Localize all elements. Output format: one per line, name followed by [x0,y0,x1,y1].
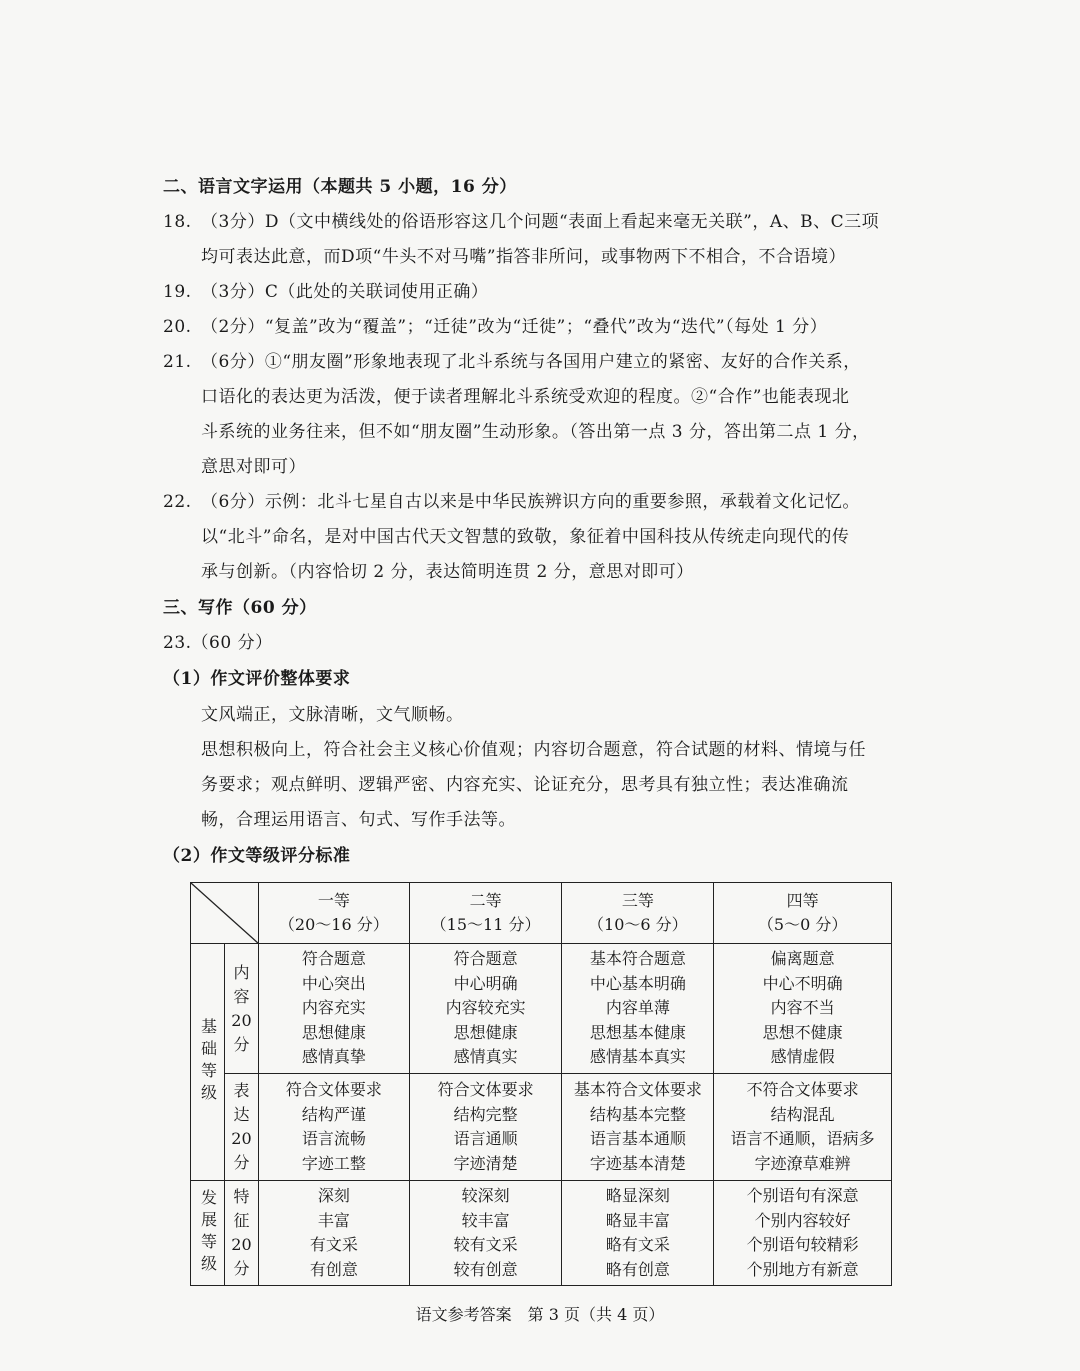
page-footer: 语文参考答案 第 3 页（共 4 页） [415,1305,665,1324]
header-grade-4: 四等 （5～0 分） [714,883,892,944]
content-grade-2: 符合题意 中心明确 内容较充实 思想健康 感情真实 [409,944,562,1074]
header-grade-2: 二等 （15～11 分） [409,883,562,944]
header-grade-1: 一等 （20～16 分） [258,883,409,944]
q19-line1 [163,281,488,303]
table-row-development [191,1181,892,1286]
basic-level-label: 基础等级 [191,944,225,1181]
q22-line2: 以“北斗”命名，是对中国古代天文智慧的致敬，象征着中国科技从传统走向现代的传 [201,527,850,547]
table-row-content [191,944,892,1074]
q22-text-1: （6分）示例：北斗七星自古以来是中华民族辨识方向的重要参照，承载着文化记忆。 [201,492,860,512]
q18-line2: 均可表达此意，而D项“牛头不对马嘴”指答非所问，或事物两下不相合，不合语境） [201,247,847,267]
q20-line1 [163,316,827,338]
diagonal-corner-cell [191,883,259,944]
table-header-row [191,883,892,944]
grading-table [190,882,892,1286]
q20-text-1: （2分）“复盖”改为“覆盖”；“迁徒”改为“迁徙”；“叠代”改为“迭代”（每处 1 分） [201,317,828,337]
q22-num: 22. [163,492,192,512]
section2-heading: 二、语言文字运用（本题共 5 小题，16 分） [163,177,517,197]
q18-num: 18. [163,212,192,232]
q18-text-1: （3分）D（文中横线处的俗语形容这几个问题“表面上看起来毫无关联”，A、B、C三项 [201,212,880,232]
expression-grade-2: 符合文体要求 结构完整 语言通顺 字迹清楚 [409,1074,562,1181]
section3-heading: 三、写作（60 分） [163,598,317,618]
part1-line1: 文风端正，文脉清晰，文气顺畅。 [201,705,464,725]
q19-text-1: （3分）C（此处的关联词使用正确） [201,282,489,302]
q18-line1 [163,211,879,233]
q21-line2: 口语化的表达更为活泼，便于读者理解北斗系统受欢迎的程度。②“合作”也能表现北 [201,387,850,407]
q19-num: 19. [163,282,192,302]
q21-line1 [163,351,861,373]
diagonal-line [191,883,259,944]
q21-line4: 意思对即可） [201,457,306,477]
feature-grade-4: 个别语句有深意 个别内容较好 个别语句较精彩 个别地方有新意 [714,1181,892,1286]
sub-label-feature: 特 征 20 分 [224,1181,258,1286]
part1-title: （1）作文评价整体要求 [163,669,351,689]
sub-label-expression: 表 达 20 分 [224,1074,258,1181]
part1-line2: 思想积极向上，符合社会主义核心价值观；内容切合题意，符合试题的材料、情境与任 [201,740,866,760]
feature-grade-2: 较深刻 较丰富 较有文采 较有创意 [409,1181,562,1286]
q22-line1 [163,491,860,513]
table-row-expression [191,1074,892,1181]
content-grade-4: 偏离题意 中心不明确 内容不当 思想不健康 感情虚假 [714,944,892,1074]
header-grade-3: 三等 （10～6 分） [562,883,714,944]
q21-text-1: （6分）①“朋友圈”形象地表现了北斗系统与各国用户建立的紧密、友好的合作关系， [201,352,861,372]
part1-line3: 务要求；观点鲜明、逻辑严密、内容充实、论证充分，思考具有独立性；表达准确流 [201,775,849,795]
sub-label-content: 内 容 20 分 [224,944,258,1074]
q22-line3: 承与创新。（内容恰切 2 分，表达简明连贯 2 分，意思对即可） [201,562,694,582]
q21-num: 21. [163,352,192,372]
content-grade-3: 基本符合题意 中心基本明确 内容单薄 思想基本健康 感情基本真实 [562,944,714,1074]
part2-title: （2）作文等级评分标准 [163,846,351,866]
expression-grade-4: 不符合文体要求 结构混乱 语言不通顺，语病多 字迹潦草难辨 [714,1074,892,1181]
q20-num: 20. [163,317,192,337]
feature-grade-1: 深刻 丰富 有文采 有创意 [258,1181,409,1286]
expression-grade-3: 基本符合文体要求 结构基本完整 语言基本通顺 字迹基本清楚 [562,1074,714,1181]
feature-grade-3: 略显深刻 略显丰富 略有文采 略有创意 [562,1181,714,1286]
part1-line4: 畅，合理运用语言、句式、写作手法等。 [201,810,516,830]
content-grade-1: 符合题意 中心突出 内容充实 思想健康 感情真挚 [258,944,409,1074]
q23-label: 23.（60 分） [163,633,273,653]
expression-grade-1: 符合文体要求 结构严谨 语言流畅 字迹工整 [258,1074,409,1181]
development-level-label: 发展等级 [191,1181,225,1286]
q21-line3: 斗系统的业务往来，但不如“朋友圈”生动形象。（答出第一点 3 分，答出第二点 1 分， [201,422,870,442]
